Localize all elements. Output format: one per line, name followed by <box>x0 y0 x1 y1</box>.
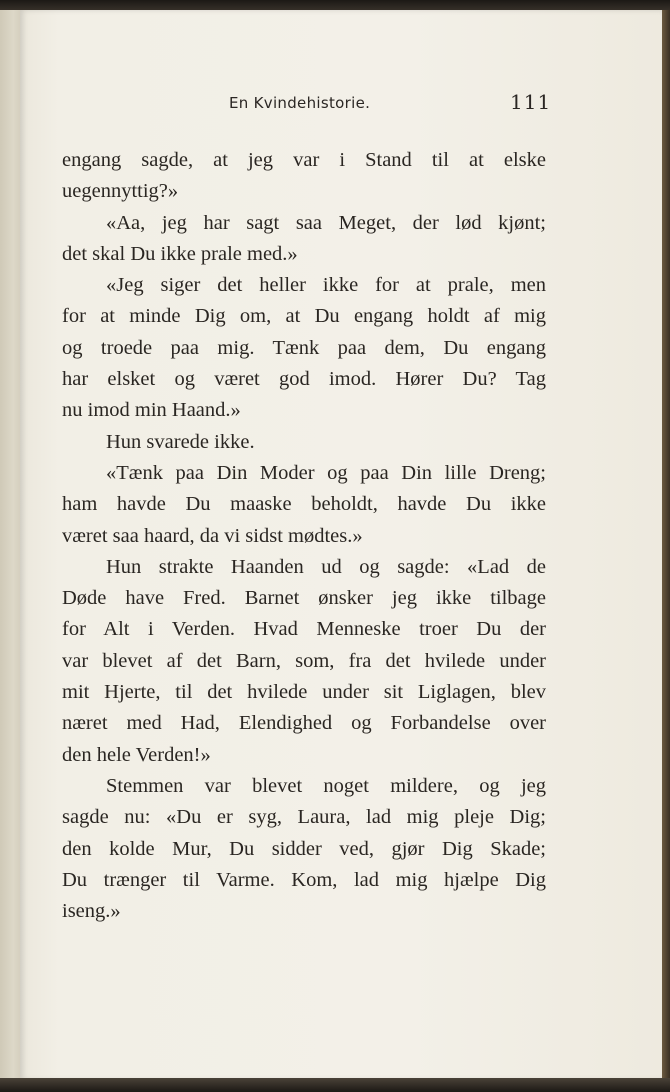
page-right-edge <box>662 10 670 1082</box>
text-line: det skal Du ikke prale med.» <box>62 242 298 265</box>
text-line: engang sagde, at jeg var i Stand til at elske <box>62 149 546 171</box>
page-bottom-edge <box>0 1078 670 1092</box>
text-line: var blevet af det Barn, som, fra det hvilede under <box>62 649 546 672</box>
page-number: 111 <box>510 90 552 114</box>
text-line: den hele Verden!» <box>62 743 211 766</box>
text-line: været saa haard, da vi sidst mødtes.» <box>62 524 363 547</box>
running-title: En Kvindehistorie. <box>229 94 371 112</box>
page-header <box>0 90 670 120</box>
text-line: Du trænger til Varme. Kom, lad mig hjælpe Dig <box>62 868 546 891</box>
text-line: ham havde Du maaske beholdt, havde Du ikke <box>62 493 546 516</box>
text-line: og troede paa mig. Tænk paa dem, Du engang <box>62 336 546 359</box>
text-line: iseng.» <box>62 900 121 923</box>
text-line: mit Hjerte, til det hvilede under sit Liglagen, blev <box>62 681 546 704</box>
text-line: har elsket og været god imod. Hører Du? Tag <box>62 368 546 391</box>
text-line: for at minde Dig om, at Du engang holdt af mig <box>62 305 546 328</box>
text-line: Hun strakte Haanden ud og sagde: «Lad de <box>106 555 546 578</box>
body-text <box>62 145 546 927</box>
text-line: Døde have Fred. Barnet ønsker jeg ikke tilbage <box>62 587 546 610</box>
text-line: «Tænk paa Din Moder og paa Din lille Dreng; <box>106 461 546 484</box>
text-line: sagde nu: «Du er syg, Laura, lad mig pleje Dig; <box>62 806 546 829</box>
text-line: uegennyttig?» <box>62 180 179 203</box>
text-line: for Alt i Verden. Hvad Menneske troer Du der <box>62 618 546 641</box>
text-line: Stemmen var blevet noget mildere, og jeg <box>106 774 546 797</box>
text-line: næret med Had, Elendighed og Forbandelse over <box>62 712 546 735</box>
text-line: den kolde Mur, Du sidder ved, gjør Dig Skade; <box>62 837 546 860</box>
text-line: Hun svarede ikke. <box>106 430 255 453</box>
text-line: nu imod min Haand.» <box>62 399 241 422</box>
text-line: «Aa, jeg har sagt saa Meget, der lød kjønt; <box>106 211 546 234</box>
text-line: «Jeg siger det heller ikke for at prale, men <box>106 274 546 297</box>
binding-gutter <box>0 10 22 1082</box>
